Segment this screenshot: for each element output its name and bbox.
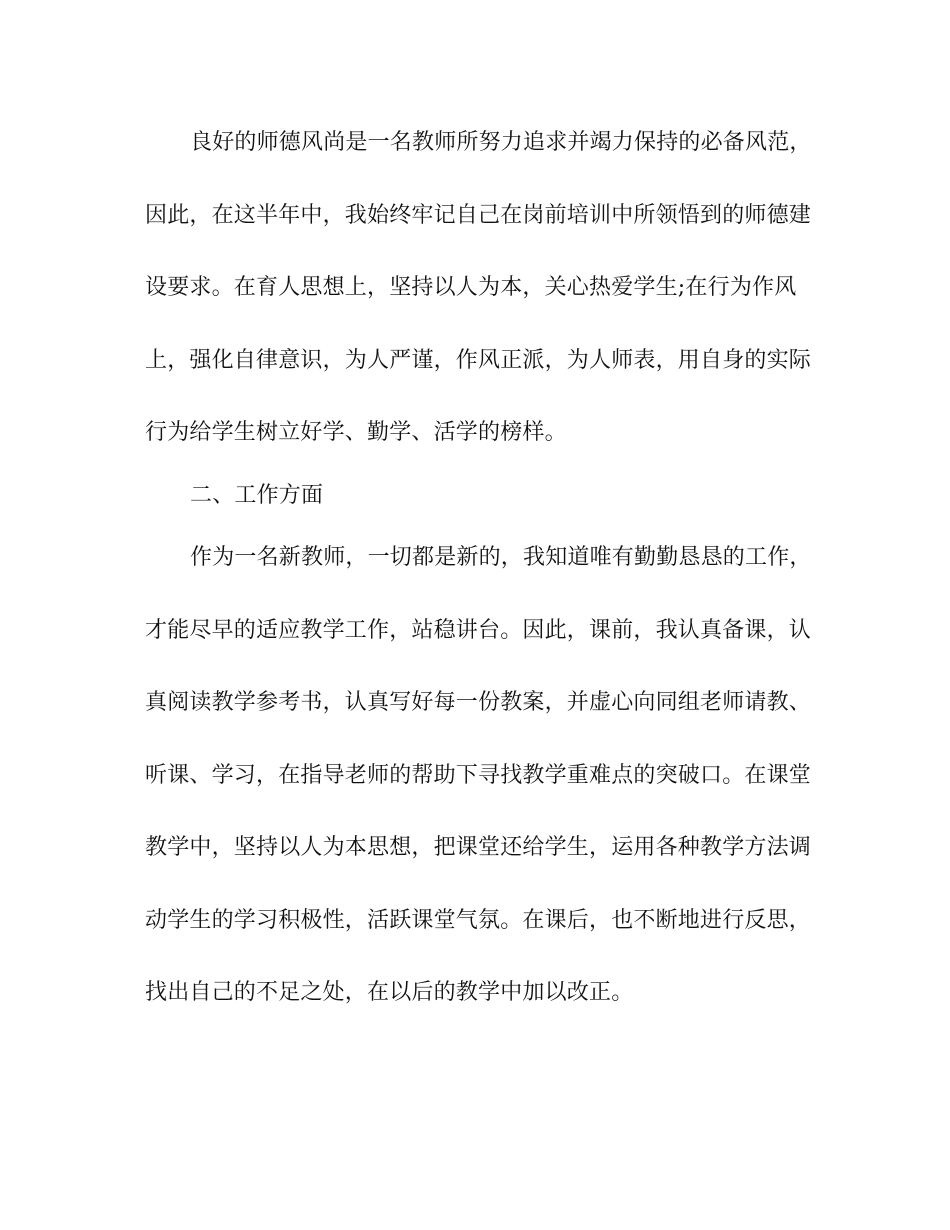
paragraph-2-line-3: 真阅读教学参考书，认真写好每一份教案，并虚心向同组老师请教、	[145, 690, 812, 715]
section-heading: 二、工作方面	[190, 483, 324, 508]
paragraph-1-line-5: 行为给学生树立好学、勤学、活学的榜样。	[145, 420, 567, 445]
paragraph-2-line-7: 找出自己的不足之处，在以后的教学中加以改正。	[145, 980, 634, 1005]
paragraph-1-line-3: 设要求。在育人思想上，坚持以人为本，关心热爱学生;在行为作风	[145, 275, 797, 300]
paragraph-2-line-6: 动学生的学习积极性，活跃课堂气氛。在课后，也不断地进行反思，	[145, 908, 812, 933]
paragraph-2-line-4: 听课、学习，在指导老师的帮助下寻找教学重难点的突破口。在课堂	[145, 763, 812, 788]
paragraph-2-line-1: 作为一名新教师，一切都是新的，我知道唯有勤勤恳恳的工作，	[190, 545, 812, 570]
paragraph-2-line-5: 教学中，坚持以人为本思想，把课堂还给学生，运用各种教学方法调	[145, 835, 812, 860]
paragraph-2-line-2: 才能尽早的适应教学工作，站稳讲台。因此，课前，我认真备课，认	[145, 618, 812, 643]
paragraph-1-line-1: 良好的师德风尚是一名教师所努力追求并竭力保持的必备风范，	[190, 130, 812, 155]
paragraph-1-line-4: 上，强化自律意识，为人严谨，作风正派，为人师表，用自身的实际	[145, 348, 812, 373]
paragraph-1-line-2: 因此，在这半年中，我始终牢记自己在岗前培训中所领悟到的师德建	[145, 203, 812, 228]
